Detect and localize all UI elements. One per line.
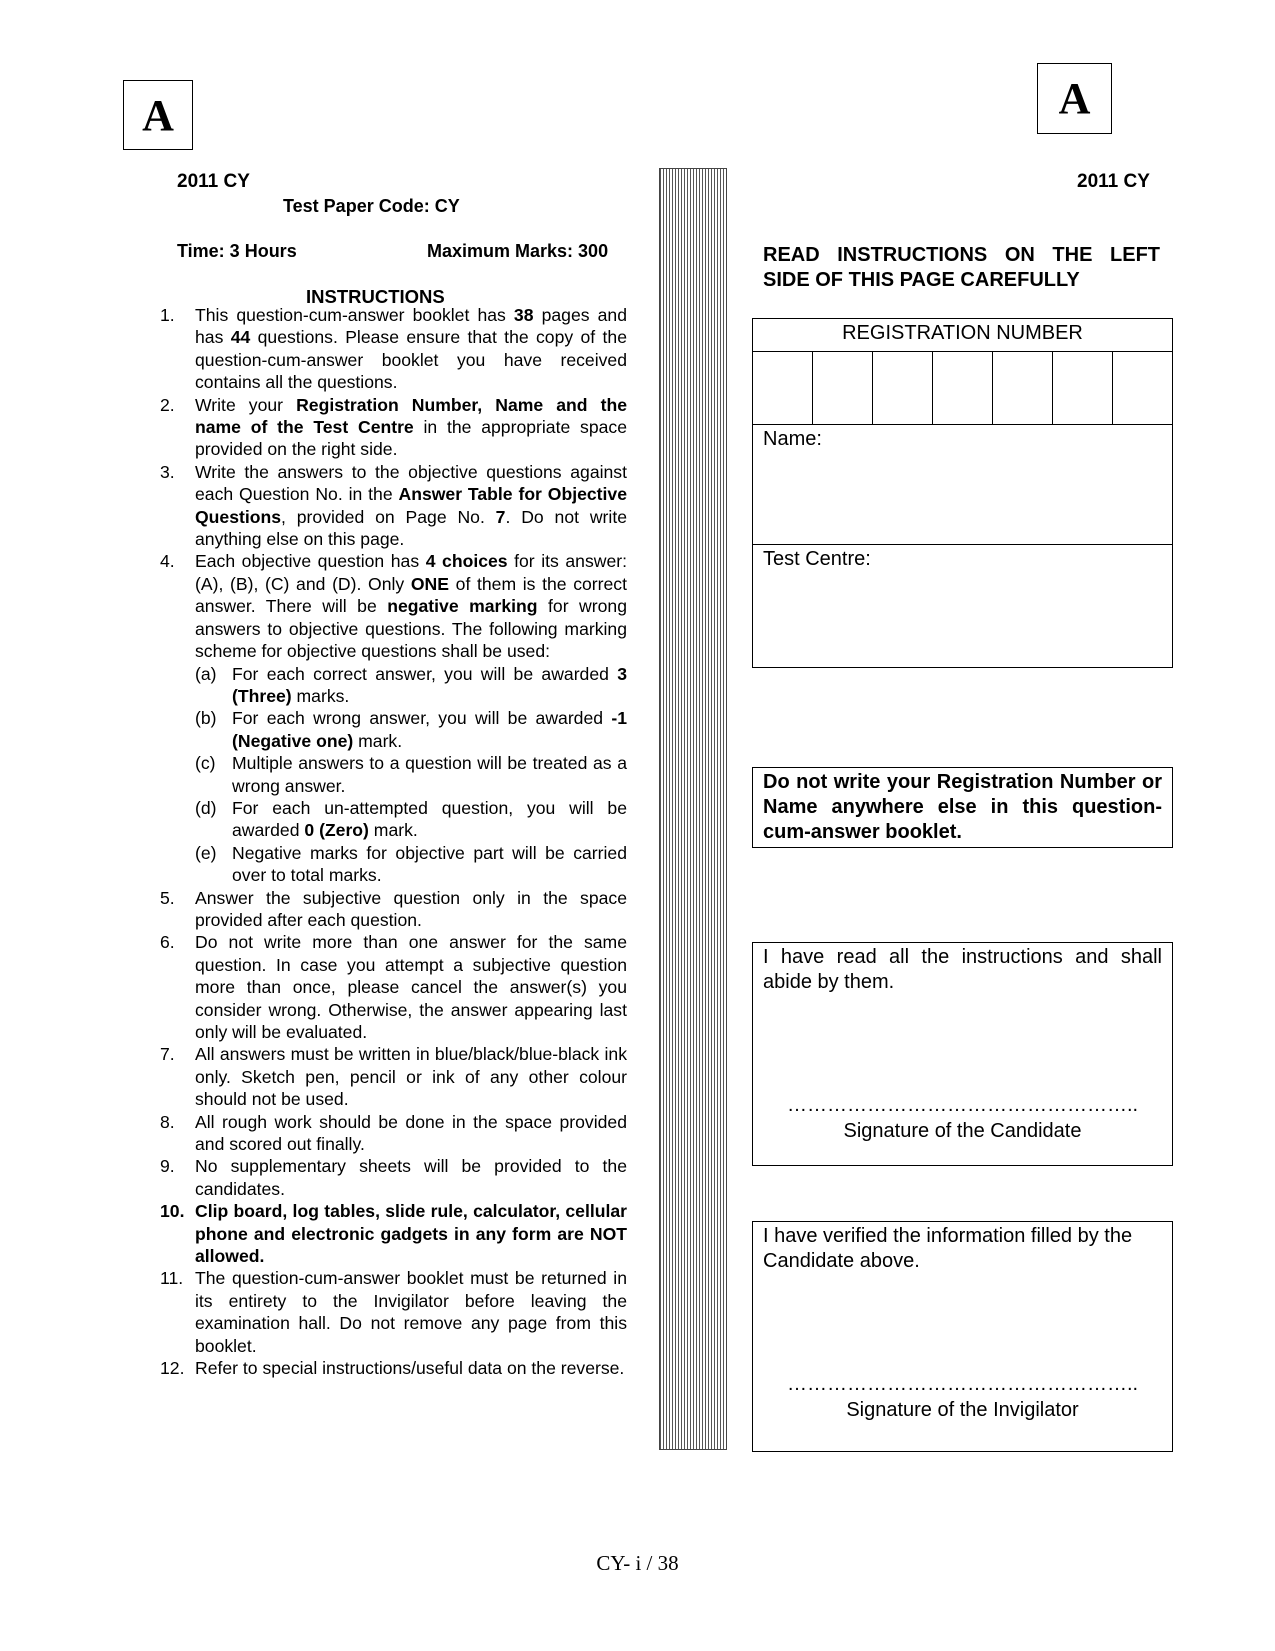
item-number: 1.: [160, 305, 175, 325]
registration-digit-cell[interactable]: [933, 352, 993, 424]
invigilator-declaration-box: [752, 1221, 1173, 1452]
item-number: 5.: [160, 887, 175, 908]
item-number: 2.: [160, 394, 175, 415]
item-bold: 44: [230, 327, 251, 348]
item-bold: 0 (Zero): [304, 820, 369, 841]
sub-instruction-group: [160, 663, 627, 887]
registration-digit-cell[interactable]: [993, 352, 1053, 424]
item-bold: 4 choices: [425, 551, 508, 572]
item-text: in the appropriate space provided on the right side.: [195, 417, 627, 460]
registration-digit-cell[interactable]: [753, 352, 813, 424]
booklet-letter-box-right: [1037, 63, 1112, 134]
item-bold: 7: [495, 506, 506, 527]
paper-year-code: 2011 CY: [177, 171, 250, 192]
sub-letter: (e): [195, 842, 217, 863]
binding-spine: [659, 168, 727, 1450]
item-text: marks.: [291, 685, 350, 706]
item-text: pages and has: [195, 305, 627, 348]
item-text: Refer to special instructions/useful data on the reverse.: [195, 1358, 625, 1379]
item-bold: -1 (Negative one): [232, 708, 627, 751]
item-text: , provided on Page No.: [281, 506, 496, 527]
maximum-marks: Maximum Marks: 300: [427, 241, 609, 261]
item-bold: ONE: [410, 573, 450, 594]
instruction-item: [160, 394, 627, 461]
item-text: For each un-attempted question, you will be awarded: [232, 797, 627, 841]
item-number: 8.: [160, 1111, 175, 1132]
instruction-item: [160, 887, 627, 932]
booklet-letter-box-left: [123, 80, 193, 150]
registration-number-cells: [753, 352, 1172, 425]
paper-year-code-right: 2011 CY: [1077, 171, 1150, 192]
item-text: of them is the correct answer. There will be: [195, 573, 627, 617]
registration-number-label: REGISTRATION NUMBER: [753, 319, 1172, 352]
page-number: CY- i / 38: [596, 1551, 679, 1575]
sub-letter: (d): [195, 797, 217, 818]
item-text: All rough work should be done in the space provided and scored out finally.: [195, 1111, 627, 1155]
invigilator-signature-label: Signature of the Invigilator: [846, 1399, 1079, 1421]
item-text: for its answer: (A), (B), (C) and (D). Only: [195, 551, 627, 594]
warning-text: Do not write your Registration Number or Name anywhere else in this question-cum-answer booklet.: [763, 771, 1162, 843]
sub-letter: (b): [195, 708, 217, 729]
item-text: For each wrong answer, you will be awarded: [232, 708, 612, 729]
read-instructions-notice: READ INSTRUCTIONS ON THE LEFT SIDE OF THIS PAGE CAREFULLY: [763, 244, 1160, 291]
name-label: Name:: [763, 428, 822, 450]
instruction-item: [160, 1155, 627, 1200]
instruction-item: [160, 1357, 627, 1379]
item-text: for wrong answers to objective questions. The following marking scheme for objective questions shall be used:: [195, 596, 627, 662]
item-text: mark.: [368, 820, 418, 841]
test-paper-code: Test Paper Code: CY: [283, 196, 460, 216]
candidate-details-box: [752, 318, 1173, 668]
item-text: This question-cum-answer booklet has: [195, 305, 514, 325]
instruction-item: [160, 1043, 627, 1110]
warning-box: [752, 767, 1173, 848]
sub-instruction: [195, 842, 627, 887]
item-text: The question-cum-answer booklet must be returned in its entirety to the Invigilator before leaving the examination hall. Do not remove any page from this booklet.: [195, 1268, 627, 1356]
sub-instruction: [195, 663, 627, 708]
name-field[interactable]: [753, 425, 1172, 545]
item-number: 3.: [160, 461, 175, 482]
item-number: 7.: [160, 1044, 175, 1065]
invigilator-signature-line[interactable]: ……………………………………………..: [786, 1373, 1139, 1395]
instruction-item: [160, 1267, 627, 1357]
test-centre-field[interactable]: [753, 545, 1172, 574]
item-text: No supplementary sheets will be provided to the candidates.: [195, 1156, 627, 1199]
item-bold: 38: [513, 305, 534, 325]
item-text: Multiple answers to a question will be treated as a wrong answer.: [232, 753, 627, 796]
registration-digit-cell[interactable]: [813, 352, 873, 424]
item-bold: Registration Number, Name and the name of the Test Centre: [195, 394, 627, 438]
instruction-item: [160, 1200, 627, 1267]
time-allowed: Time: 3 Hours: [177, 241, 297, 261]
item-text: Write the answers to the objective questions against each Question No. in the: [195, 461, 627, 505]
booklet-letter: A: [142, 90, 174, 140]
sub-letter: (c): [195, 753, 216, 774]
item-bold: 3 (Three): [232, 663, 627, 706]
item-text: For each correct answer, you will be awarded: [232, 663, 618, 684]
candidate-declaration-text: I have read all the instructions and shall abide by them.: [763, 946, 1162, 993]
invigilator-declaration-text: I have verified the information filled by the Candidate above.: [763, 1225, 1133, 1272]
instruction-item: [160, 304, 627, 394]
instructions-title: INSTRUCTIONS: [306, 286, 445, 307]
item-number: 11.: [160, 1268, 184, 1289]
item-text: Answer the subjective question only in the space provided after each question.: [195, 887, 627, 930]
item-bold: negative marking: [387, 596, 538, 617]
item-text: All answers must be written in blue/black/blue-black ink only. Sketch pen, pencil or ink of any other colour should not be used.: [195, 1044, 627, 1110]
sub-letter: (a): [195, 663, 217, 684]
registration-digit-cell[interactable]: [873, 352, 933, 424]
candidate-signature-line[interactable]: ……………………………………………..: [786, 1094, 1139, 1116]
item-text: questions. Please ensure that the copy of the question-cum-answer booklet you have received contains all the questions.: [195, 327, 627, 393]
sub-instruction: [195, 707, 627, 752]
test-centre-label: Test Centre:: [763, 548, 871, 570]
item-text: . Do not write anything else on this page.: [195, 506, 627, 550]
sub-instruction: [195, 752, 627, 797]
item-text: mark.: [353, 730, 403, 751]
instruction-item: [160, 931, 627, 1043]
candidate-declaration-box: [752, 942, 1173, 1166]
item-bold: Answer Table for Objective Questions: [195, 484, 627, 527]
item-text: Clip board, log tables, slide rule, calculator, cellular phone and electronic gadgets in any form are NOT allowed.: [195, 1201, 627, 1267]
item-number: 9.: [160, 1156, 175, 1177]
item-number: 10.: [160, 1201, 185, 1222]
instruction-item: [160, 1111, 627, 1156]
item-number: 6.: [160, 932, 175, 953]
instructions-list: [160, 304, 627, 1380]
item-number: 12.: [160, 1358, 185, 1379]
booklet-letter: A: [1058, 74, 1091, 123]
registration-digit-cell[interactable]: [1113, 352, 1172, 424]
item-text: Do not write more than one answer for the same question. In case you attempt a subjective question more than once, please cancel the answer(s) you consider wrong. Otherwise, the answer appearing last only will be evaluated.: [195, 932, 627, 1042]
item-text: Negative marks for objective part will be carried over to total marks.: [232, 842, 627, 886]
item-text: Each objective question has: [195, 551, 426, 572]
registration-digit-cell[interactable]: [1053, 352, 1113, 424]
item-text: Write your: [195, 394, 297, 415]
instruction-item: [160, 550, 627, 662]
instruction-item: [160, 461, 627, 551]
sub-instruction: [195, 797, 627, 842]
item-number: 4.: [160, 551, 175, 572]
candidate-signature-label: Signature of the Candidate: [843, 1120, 1082, 1142]
